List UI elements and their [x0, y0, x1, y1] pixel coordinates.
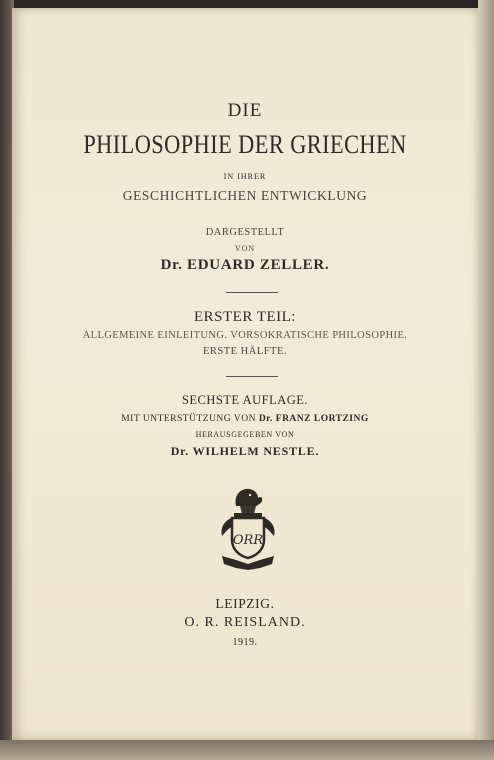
publisher-text: O. R. REISLAND. — [184, 615, 306, 630]
part-title: ERSTER TEIL: — [194, 309, 296, 325]
edition-text: SECHSTE AUFLAGE. — [181, 393, 309, 407]
lion-crest-monogram-icon — [216, 484, 280, 570]
year-text: 1919. — [232, 637, 258, 648]
emblem-monogram: ORR — [232, 533, 264, 548]
title-die: DIE — [227, 100, 263, 121]
page-edge-bottom — [0, 740, 494, 760]
part-subtitle: ALLGEMEINE EINLEITUNG. VORSOKRATISCHE PHILOSOPHIE. — [82, 330, 408, 341]
author-prefix: Dr. — [160, 257, 183, 273]
author-line — [12, 257, 478, 274]
author-name: EDUARD ZELLER. — [187, 257, 330, 273]
support-text: MIT UNTERSTÜTZUNG VON — [121, 414, 256, 424]
main-title: PHILOSOPHIE DER GRIECHEN — [83, 130, 407, 159]
support-name: Dr. FRANZ LORTZING — [258, 414, 369, 424]
subtitle: GESCHICHTLICHEN ENTWICKLUNG — [122, 188, 368, 203]
von-text: VON — [234, 244, 256, 253]
editor-name: Dr. WILHELM NESTLE. — [170, 444, 320, 458]
place-text: LEIPZIG. — [215, 596, 275, 611]
editor-text: HERAUSGEGEBEN VON — [195, 430, 295, 439]
support-line — [12, 414, 478, 424]
in-ihrer-text: IN IHRER — [223, 172, 267, 181]
dargestellt-text: DARGESTELLT — [205, 227, 285, 238]
part-half: ERSTE HÄLFTE. — [202, 346, 288, 357]
divider-rule — [226, 292, 278, 293]
divider-rule — [226, 376, 278, 377]
page-edge-right — [478, 0, 494, 760]
